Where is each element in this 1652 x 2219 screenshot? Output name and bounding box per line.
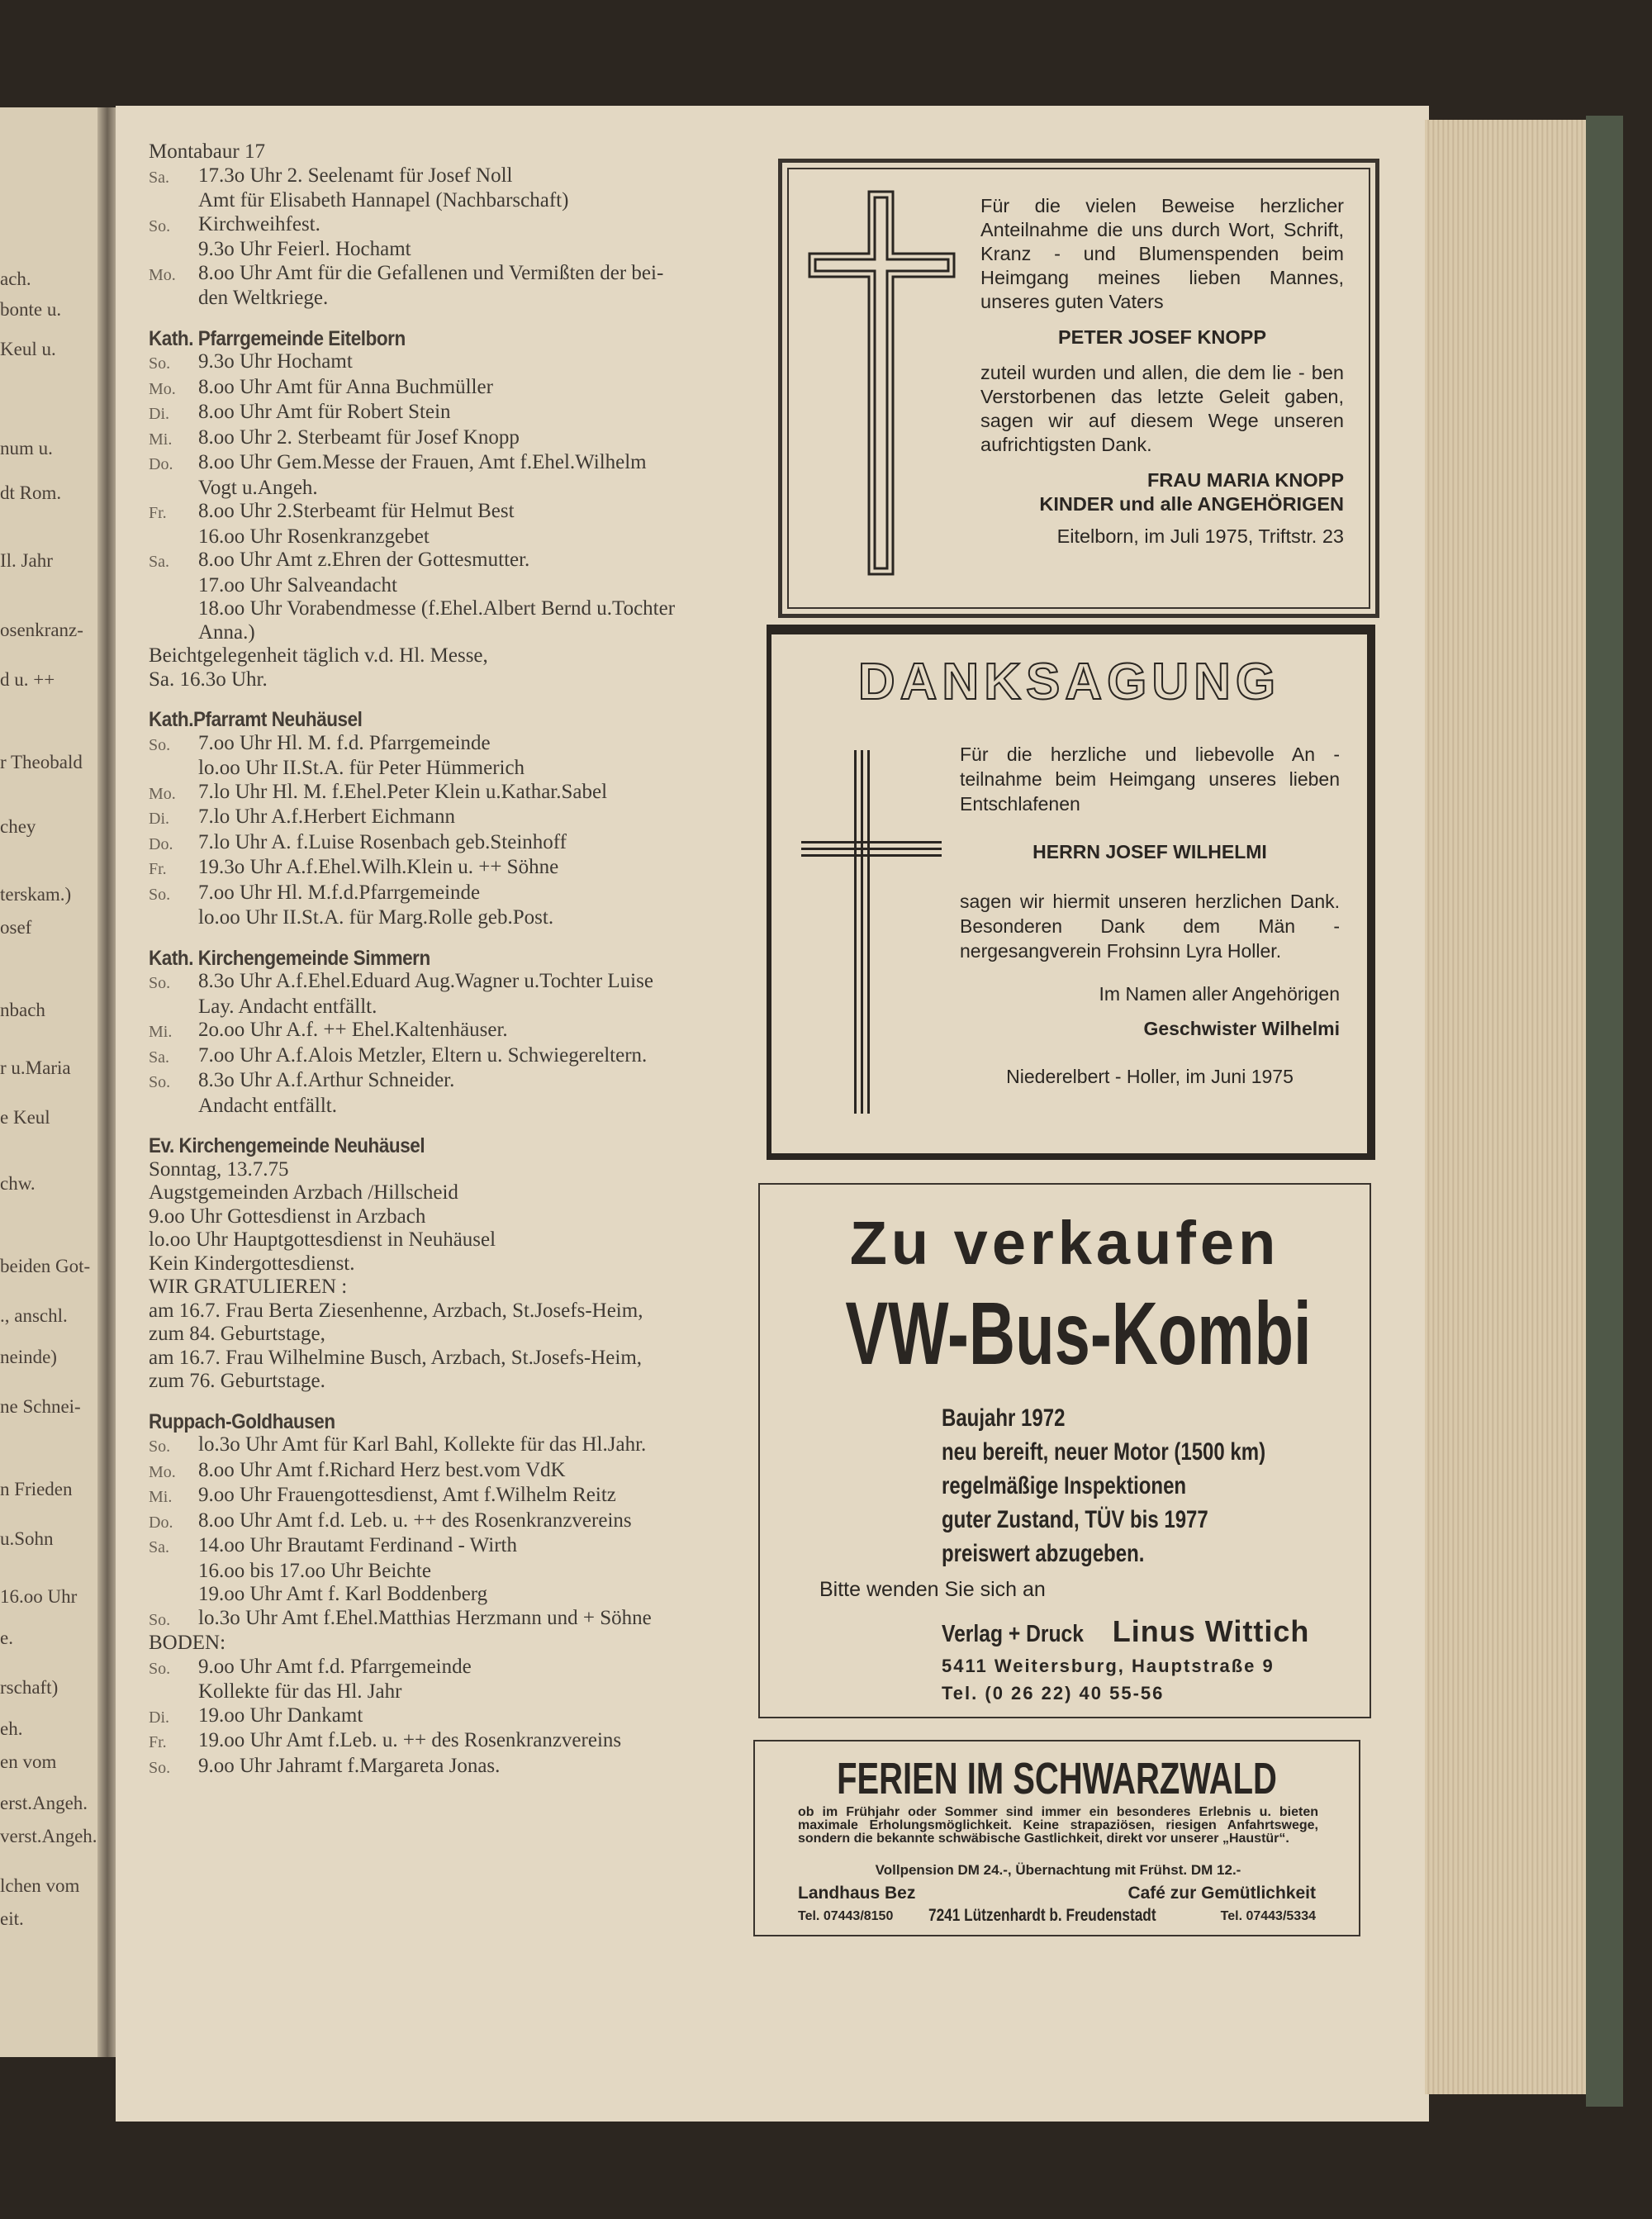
entry-text: 7.lo Uhr A. f.Luise Rosenbach geb.Steinhoff: [198, 830, 567, 853]
left-page-fragment: r Theobald: [0, 752, 83, 772]
left-page-fragment: n Frieden: [0, 1479, 73, 1499]
schedule-entry: [149, 1656, 776, 1681]
entry-text: 8.oo Uhr 2. Sterbeamt für Josef Knopp: [198, 425, 520, 449]
day-label: Sa.: [149, 1048, 169, 1067]
vw-phone: Tel. (0 26 22) 40 55-56: [942, 1683, 1165, 1703]
day-label: So.: [149, 1437, 171, 1456]
day-label: Mi.: [149, 1488, 173, 1506]
wilhelmi-body: sagen wir hiermit unseren herzlichen Dank. Besonderen Dank dem Män - nergesangverein Frohsinn Lyra Holler.: [960, 891, 1340, 962]
day-label: Do.: [149, 455, 173, 473]
day-label: Mi.: [149, 1023, 173, 1041]
schedule-entry: [149, 549, 776, 574]
schedule-entry: [149, 500, 776, 525]
notice-line: am 16.7. Frau Wilhelmine Busch, Arzbach, St.Josefs-Heim,: [149, 1346, 643, 1369]
entry-text: 8.3o Uhr A.f.Arthur Schneider.: [198, 1069, 455, 1091]
left-page-fragment: rschaft): [0, 1677, 59, 1698]
vw-detail: regelmäßige Inspektionen: [942, 1472, 1187, 1499]
day-label: Di.: [149, 810, 169, 828]
danksagung-title: DANKSAGUNG: [857, 653, 1281, 710]
wilhelmi-thanks-notice: [767, 625, 1375, 1160]
notice-line: zum 84. Geburtstage,: [149, 1323, 325, 1345]
day-label: Di.: [149, 405, 169, 423]
notice-line: 19.oo Uhr Amt f. Karl Boddenberg: [198, 1583, 488, 1605]
schedule-entry: [149, 164, 776, 190]
schedule-entry: [149, 1704, 776, 1730]
schedule-entry: [149, 1607, 776, 1632]
knopp-signer-1: FRAU MARIA KNOPP: [1146, 469, 1344, 491]
entry-text: 2o.oo Uhr A.f. ++ Ehel.Kaltenhäuser.: [198, 1019, 508, 1041]
entry-text: 8.3o Uhr A.f.Ehel.Eduard Aug.Wagner u.Tochter Luise: [198, 970, 653, 992]
entry-text: lo.3o Uhr Amt für Karl Bahl, Kollekte für das Hl.Jahr.: [198, 1433, 647, 1456]
parish-heading: Kath. Pfarrgemeinde Eitelborn: [149, 326, 406, 350]
cross-icon: [807, 188, 960, 580]
schedule-entry: [149, 213, 776, 239]
schedule-entry: [149, 451, 776, 477]
entry-text: 9.oo Uhr Amt f.d. Pfarrgemeinde: [198, 1655, 472, 1678]
left-page-fragment: en vom: [0, 1751, 57, 1772]
knopp-place-date: Eitelborn, im Juli 1975, Triftstr. 23: [1056, 525, 1344, 547]
notice-line: lo.oo Uhr Hauptgottesdienst in Neuhäusel: [149, 1228, 496, 1251]
ferien-prices: Vollpension DM 24.-, Übernachtung mit Frühst. DM 12.-: [875, 1862, 1241, 1878]
left-page-fragment: e Keul: [0, 1107, 50, 1128]
schedule-entry: [149, 1509, 776, 1535]
notice-line: 18.oo Uhr Vorabendmesse (f.Ehel.Albert Bernd u.Tochter: [198, 597, 676, 620]
left-page-fragment: chw.: [0, 1173, 36, 1194]
notice-line: Andacht entfällt.: [198, 1094, 337, 1117]
left-page-fragment: eh.: [0, 1718, 23, 1739]
entry-text: 8.oo Uhr Amt für Anna Buchmüller: [198, 375, 493, 398]
schedule-entry: [149, 881, 776, 907]
ferien-landhaus: Landhaus Bez: [798, 1884, 916, 1903]
entry-text: 19.oo Uhr Amt f.Leb. u. ++ des Rosenkranzvereins: [198, 1729, 622, 1751]
schedule-entry: [149, 376, 776, 402]
day-label: Do.: [149, 834, 173, 853]
entry-text: 8.oo Uhr Amt f.Richard Herz best.vom VdK: [198, 1458, 566, 1481]
wilhelmi-place-date: Niederelbert - Holler, im Juni 1975: [1006, 1066, 1294, 1087]
notice-line: 16.oo Uhr Rosenkranzgebet: [198, 525, 430, 548]
parish-heading: Ruppach-Goldhausen: [149, 1409, 335, 1433]
entry-text: 19.oo Uhr Dankamt: [198, 1703, 363, 1727]
schedule-entry: [149, 350, 776, 376]
notice-line: Amt für Elisabeth Hannapel (Nachbarschaft): [198, 189, 569, 211]
day-label: Mo.: [149, 1462, 176, 1481]
notice-line: am 16.7. Frau Berta Ziesenhenne, Arzbach, St.Josefs-Heim,: [149, 1299, 643, 1322]
vw-publisher-name: Linus Wittich: [1112, 1614, 1310, 1648]
day-label: Sa.: [149, 553, 169, 571]
vw-details: [942, 1401, 1265, 1570]
entry-text: 7.oo Uhr A.f.Alois Metzler, Eltern u. Schwiegereltern.: [198, 1043, 648, 1067]
day-label: So.: [149, 1758, 171, 1777]
schedule-entry: [149, 970, 776, 995]
schedule-entry: [149, 1534, 776, 1560]
day-label: So.: [149, 354, 171, 373]
notice-line: Anna.): [198, 620, 255, 644]
left-page-fragment: osenkranz-: [0, 620, 83, 640]
notice-line: Kein Kindergottesdienst.: [149, 1252, 355, 1275]
left-page-fragment: ne Schnei-: [0, 1396, 81, 1417]
wilhelmi-intro: Für die herzliche und liebevolle An - teilnahme beim Heimgang unseres lieben Entschlafenen: [960, 744, 1340, 815]
entry-text: 17.3o Uhr 2. Seelenamt für Josef Noll: [198, 164, 513, 187]
entry-text: 7.lo Uhr Hl. M. f.Ehel.Peter Klein u.Kathar.Sabel: [198, 780, 608, 803]
left-page-fragment: lchen vom: [0, 1875, 80, 1896]
parish-heading: Kath.Pfarramt Neuhäusel: [149, 708, 363, 731]
ferien-town: 7241 Lützenhardt b. Freudenstadt: [928, 1906, 1156, 1925]
ferien-schwarzwald-ad: [753, 1740, 1360, 1936]
vw-detail: neu bereift, neuer Motor (1500 km): [942, 1438, 1266, 1466]
entry-text: 8.oo Uhr 2.Sterbeamt für Helmut Best: [198, 500, 515, 522]
notice-line: Augstgemeinden Arzbach /Hillscheid: [149, 1181, 458, 1204]
notice-line: Vogt u.Angeh.: [198, 476, 318, 499]
left-page-fragment: num u.: [0, 438, 53, 459]
schedule-entry: [149, 1069, 776, 1095]
entry-text: 8.oo Uhr Amt für die Gefallenen und Vermißten der bei-: [198, 261, 664, 284]
ferien-right-phone: Tel. 07443/5334: [1220, 1909, 1316, 1923]
left-page-fragment: Keul u.: [0, 339, 56, 359]
vw-product: VW-Bus-Kombi: [845, 1283, 1312, 1383]
entry-text: 7.lo Uhr A.f.Herbert Eichmann: [198, 805, 456, 828]
day-label: Fr.: [149, 504, 167, 522]
left-page-fragment: u.Sohn: [0, 1528, 54, 1549]
schedule-entry: [149, 1044, 776, 1070]
left-page-fragment: e.: [0, 1627, 13, 1648]
entry-text: 8.oo Uhr Amt f.d. Leb. u. ++ des Rosenkranzvereins: [198, 1509, 632, 1532]
ferien-title: FERIEN IM SCHWARZWALD: [837, 1754, 1277, 1803]
day-label: So.: [149, 885, 171, 904]
notice-line: WIR GRATULIEREN :: [149, 1276, 348, 1298]
schedule-entry: [149, 426, 776, 452]
vw-publisher-prefix: Verlag + Druck: [942, 1621, 1084, 1647]
left-page-fragment: ., anschl.: [0, 1305, 68, 1326]
schedule-entry: [149, 1019, 776, 1044]
notice-line: 9.oo Uhr Gottesdienst in Arzbach: [149, 1205, 426, 1228]
day-label: So.: [149, 1659, 171, 1678]
page-stack-edge: [1425, 120, 1602, 2094]
schedule-entry: [149, 1729, 776, 1755]
notice-line: Beichtgelegenheit täglich v.d. Hl. Messe,: [149, 644, 488, 667]
schedule-entry: [149, 1459, 776, 1485]
notice-line: Kollekte für das Hl. Jahr: [198, 1680, 402, 1703]
left-page-fragment: chey: [0, 816, 36, 837]
day-label: Di.: [149, 1708, 169, 1727]
book-cover: [1586, 116, 1623, 2107]
notice-line: zum 76. Geburtstage.: [149, 1370, 325, 1392]
notice-line: 9.3o Uhr Feierl. Hochamt: [198, 238, 411, 260]
vw-headline: Zu verkaufen: [849, 1209, 1280, 1277]
wilhelmi-signer: Geschwister Wilhelmi: [1143, 1018, 1340, 1039]
left-page-fragment: dt Rom.: [0, 482, 62, 503]
left-page-fragment: osef: [0, 917, 32, 938]
day-label: So.: [149, 216, 171, 235]
vw-publisher: [942, 1614, 1309, 1649]
entry-text: 9.oo Uhr Frauengottesdienst, Amt f.Wilhelm Reitz: [198, 1484, 616, 1506]
day-label: Do.: [149, 1513, 173, 1532]
knopp-signer-2: KINDER und alle ANGEHÖRIGEN: [1039, 493, 1344, 515]
left-page-fragment: ach.: [0, 268, 31, 289]
day-label: So.: [149, 1073, 171, 1091]
day-label: Mo.: [149, 379, 176, 398]
vw-address: 5411 Weitersburg, Hauptstraße 9: [942, 1656, 1275, 1676]
left-page-fragment: beiden Got-: [0, 1256, 91, 1276]
schedule-entry: [149, 805, 776, 831]
entry-text: lo.3o Uhr Amt f.Ehel.Matthias Herzmann und + Söhne: [198, 1606, 652, 1629]
vw-detail: Baujahr 1972: [942, 1404, 1066, 1432]
left-page-fragment: eit.: [0, 1908, 24, 1929]
notice-line: 16.oo bis 17.oo Uhr Beichte: [198, 1559, 431, 1582]
knopp-thanks-notice: [778, 159, 1379, 618]
day-label: Sa.: [149, 168, 169, 187]
left-page-fragment: verst.Angeh.: [0, 1826, 97, 1846]
left-page-edge: [0, 107, 107, 2057]
day-label: Mo.: [149, 265, 176, 284]
wilhelmi-name: HERRN JOSEF WILHELMI: [1032, 841, 1267, 862]
left-page-fragment: erst.Angeh.: [0, 1793, 88, 1813]
day-label: So.: [149, 735, 171, 754]
ferien-text: ob im Frühjahr oder Sommer sind immer ein besonderes Erlebnis u. bieten maximale Erholungsmöglichkeit. Keine strapaziösen, riesigen Anfahrtswege, sondern die bekannte schwäbische Gastlichkeit, direkt vor unserer „Haustür“.: [798, 1805, 1318, 1846]
vw-detail: preiswert abzugeben.: [942, 1540, 1145, 1567]
knopp-intro: Für die vielen Beweise herzlicher Anteilnahme die uns durch Wort, Schrift, Kranz - und Blumenspenden beim Heimgang meines lieben Mannes, unseres guten Vaters: [980, 195, 1344, 312]
entry-text: 8.oo Uhr Gem.Messe der Frauen, Amt f.Ehel.Wilhelm: [198, 451, 647, 473]
vw-detail: guter Zustand, TÜV bis 1977: [942, 1506, 1208, 1533]
vw-bus-sale-ad: [758, 1183, 1371, 1718]
cross-icon: [801, 750, 942, 1114]
left-page-fragment: nbach: [0, 1000, 45, 1020]
notice-line: Sonntag, 13.7.75: [149, 1157, 289, 1181]
notice-line: BODEN:: [149, 1632, 226, 1654]
left-page-fragment: bonte u.: [0, 299, 62, 320]
wilhelmi-on-behalf: Im Namen aller Angehörigen: [1099, 983, 1340, 1005]
schedule-entry: [149, 781, 776, 806]
day-label: So.: [149, 974, 171, 992]
knopp-body: zuteil wurden und allen, die dem lie - ben Verstorbenen das letzte Geleit gaben, sagen wir auf diesem Wege unseren aufrichtigsten Dank.: [980, 362, 1344, 455]
book-gutter: [97, 107, 117, 2057]
schedule-entry: [149, 732, 776, 758]
schedule-entry: [149, 1755, 776, 1780]
notice-line: 17.oo Uhr Salveandacht: [198, 573, 397, 596]
left-page-fragment: Il. Jahr: [0, 550, 53, 571]
left-page-fragment: 16.oo Uhr: [0, 1586, 78, 1607]
vw-contact-intro: Bitte wenden Sie sich an: [819, 1578, 1046, 1601]
notice-line: Montabaur 17: [149, 140, 265, 163]
notice-line: Sa. 16.3o Uhr.: [149, 668, 268, 691]
parish-heading: Kath. Kirchengemeinde Simmern: [149, 946, 430, 970]
left-page-fragment: r u.Maria: [0, 1057, 71, 1078]
church-notices-column: [149, 140, 776, 1779]
notice-line: lo.oo Uhr II.St.A. für Peter Hümmerich: [198, 757, 525, 779]
schedule-entry: [149, 1433, 776, 1459]
left-page-fragment: terskam.): [0, 884, 72, 905]
notice-line: lo.oo Uhr II.St.A. für Marg.Rolle geb.Post.: [198, 906, 554, 929]
schedule-entry: [149, 856, 776, 881]
schedule-entry: [149, 262, 776, 287]
left-page-fragment: neinde): [0, 1347, 57, 1367]
entry-text: Kirchweihfest.: [198, 212, 320, 235]
entry-text: 7.oo Uhr Hl. M. f.d. Pfarrgemeinde: [198, 731, 491, 754]
entry-text: 8.oo Uhr Amt für Robert Stein: [198, 401, 451, 423]
entry-text: 9.oo Uhr Jahramt f.Margareta Jonas.: [198, 1754, 501, 1777]
day-label: Sa.: [149, 1538, 169, 1556]
knopp-name: PETER JOSEF KNOPP: [1057, 326, 1267, 348]
ferien-left-phone: Tel. 07443/8150: [798, 1909, 894, 1923]
schedule-entry: [149, 1484, 776, 1509]
day-label: Fr.: [149, 860, 167, 878]
notice-line: Lay. Andacht entfällt.: [198, 995, 377, 1018]
day-label: Fr.: [149, 1733, 167, 1751]
entry-text: 8.oo Uhr Amt z.Ehren der Gottesmutter.: [198, 549, 530, 571]
ferien-cafe: Café zur Gemütlichkeit: [1127, 1884, 1316, 1903]
left-page-fragment: d u. ++: [0, 669, 55, 690]
entry-text: 7.oo Uhr Hl. M.f.d.Pfarrgemeinde: [198, 881, 481, 904]
entry-text: 14.oo Uhr Brautamt Ferdinand - Wirth: [198, 1534, 517, 1556]
day-label: So.: [149, 1610, 171, 1629]
notice-line: den Weltkriege.: [198, 287, 329, 309]
entry-text: 19.3o Uhr A.f.Ehel.Wilh.Klein u. ++ Söhne: [198, 856, 559, 878]
schedule-entry: [149, 831, 776, 857]
parish-heading: Ev. Kirchengemeinde Neuhäusel: [149, 1134, 425, 1157]
entry-text: 9.3o Uhr Hochamt: [198, 350, 353, 373]
schedule-entry: [149, 401, 776, 426]
day-label: Mo.: [149, 784, 176, 803]
day-label: Mi.: [149, 430, 173, 449]
